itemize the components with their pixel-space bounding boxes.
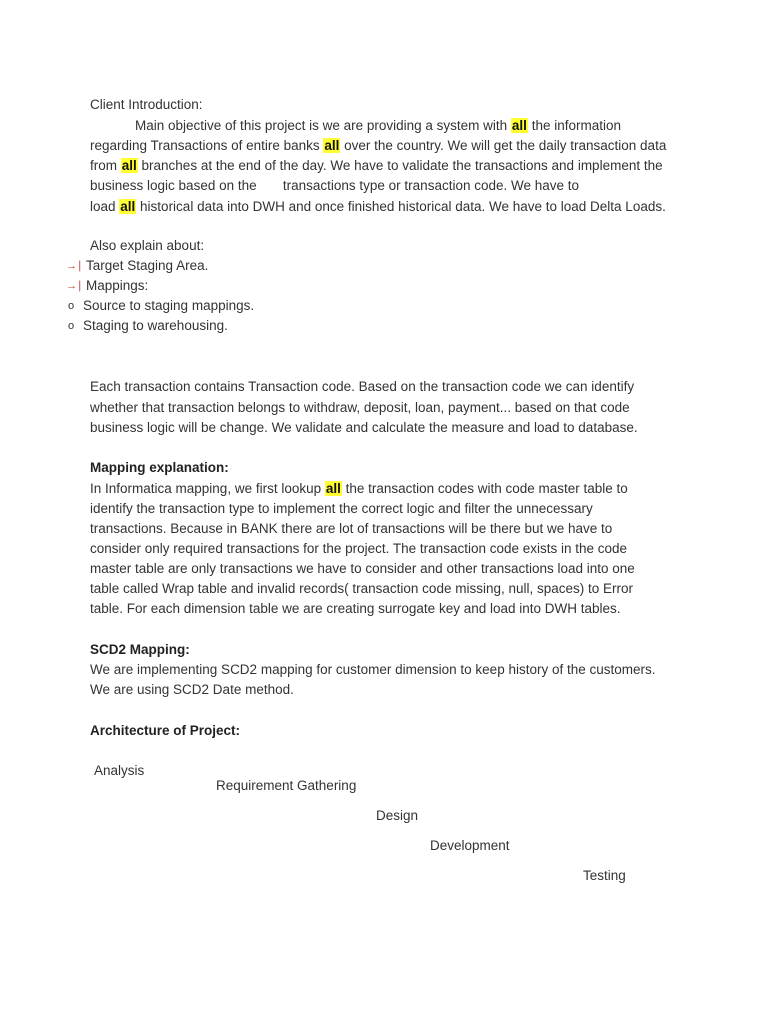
arrow-bullet-icon: →∣ [66, 280, 83, 292]
paragraph-line: business logic will be change. We validate and calculate the measure and load to database. [90, 420, 638, 435]
client-intro-heading: Client Introduction: [90, 97, 203, 112]
arrow-bullet-icon: →∣ [66, 260, 83, 272]
mapping-heading: Mapping explanation: [90, 460, 229, 475]
highlight-all: all [324, 138, 340, 153]
paragraph-line: master table are only transactions we have to consider and other transactions load into one [90, 561, 635, 576]
architecture-heading: Architecture of Project: [90, 723, 241, 738]
paragraph-line: transactions. Because in BANK there are lot of transactions will be there but we have to [90, 521, 613, 536]
highlight-all: all [325, 481, 341, 496]
paragraph-line: regarding Transactions of entire banks all over the country. We will get the daily transaction data [90, 138, 667, 153]
highlight-all: all [121, 158, 137, 173]
arch-step-design: Design [376, 808, 419, 823]
arch-step-testing: Testing [583, 868, 626, 883]
also-heading: Also explain about: [90, 238, 205, 253]
paragraph-line: whether that transaction belongs to withdraw, deposit, loan, payment... based on that code [90, 400, 630, 415]
highlight-all: all [120, 199, 136, 214]
scd2-heading: SCD2 Mapping: [90, 642, 190, 657]
paragraph-line: business logic based on the transactions type or transaction code. We have to [90, 178, 580, 193]
paragraph-line: Each transaction contains Transaction code. Based on the transaction code we can identify [90, 379, 635, 394]
list-item: Target Staging Area. [86, 258, 209, 273]
paragraph-line: table called Wrap table and invalid records( transaction code missing, null, spaces) to Error [90, 581, 634, 596]
arch-step-analysis: Analysis [94, 763, 145, 778]
paragraph-line: from all branches at the end of the day. We have to validate the transactions and implement the [90, 158, 663, 173]
paragraph-line: In Informatica mapping, we first lookup all the transaction codes with code master table to [90, 481, 628, 496]
sub-list-item: Staging to warehousing. [83, 318, 228, 333]
paragraph-line: identify the transaction type to implement the correct logic and filter the unnecessary [90, 501, 593, 516]
circle-bullet-icon: o [68, 320, 75, 332]
arch-step-development: Development [430, 838, 510, 853]
sub-list-item: Source to staging mappings. [83, 298, 255, 313]
highlight-all: all [511, 118, 527, 133]
paragraph-line: We are using SCD2 Date method. [90, 682, 294, 697]
paragraph-line: table. For each dimension table we are creating surrogate key and load into DWH tables. [90, 601, 621, 616]
list-item: Mappings: [86, 278, 149, 293]
paragraph-line: Main objective of this project is we are providing a system with all the information [90, 118, 621, 133]
arch-step-requirement-gathering: Requirement Gathering [216, 778, 357, 793]
circle-bullet-icon: o [68, 300, 75, 312]
paragraph-line: We are implementing SCD2 mapping for customer dimension to keep history of the customers. [90, 662, 656, 677]
paragraph-line: consider only required transactions for the project. The transaction code exists in the code [90, 541, 628, 556]
paragraph-line: load all historical data into DWH and once finished historical data. We have to load Delta Loads. [90, 199, 666, 214]
